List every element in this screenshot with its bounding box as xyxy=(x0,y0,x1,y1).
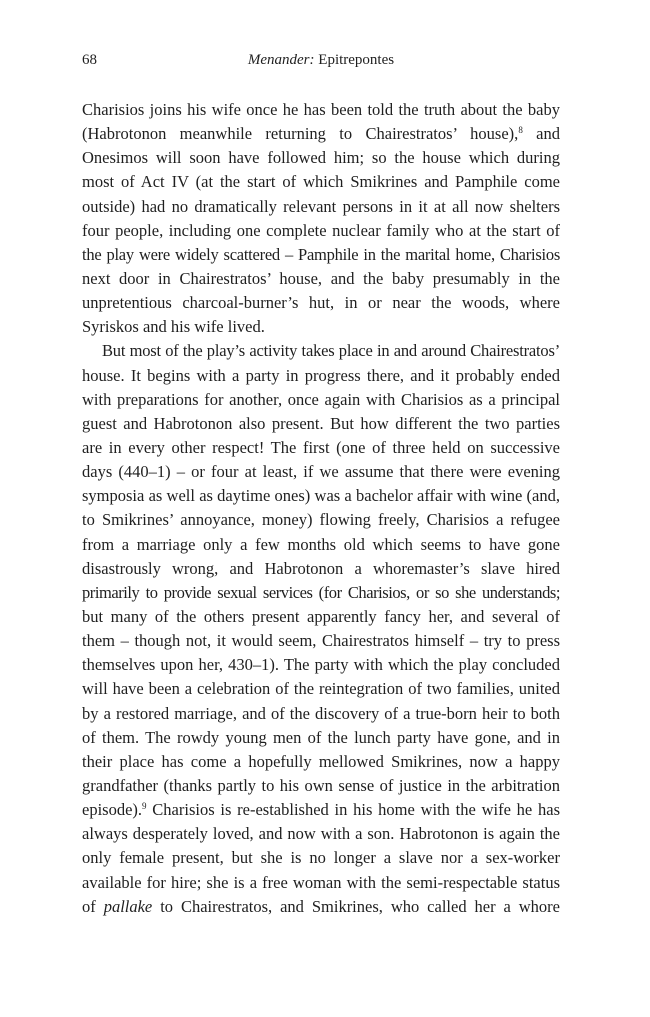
page-number: 68 xyxy=(82,52,97,68)
text-span: episode). xyxy=(82,800,143,820)
text-line: from a marriage only a few months old which seems to have gone xyxy=(82,534,560,554)
text-line xyxy=(82,895,560,919)
text-span: Charisios is re-established in his home with the wife he has xyxy=(146,800,560,820)
text-line: outside) had no dramatically relevant persons in it at all now shelters xyxy=(82,196,560,216)
text-line: house. It begins with a party in progress there, and it probably ended xyxy=(82,365,560,385)
text-span: and xyxy=(522,124,561,144)
running-title-work: Epitrepontes xyxy=(314,52,395,68)
text-line: disastrously wrong, and Habrotonon a whoremaster’s slave hired xyxy=(82,558,560,578)
text-span: of xyxy=(82,896,104,916)
text-line: Syriskos and his wife lived. xyxy=(82,317,265,337)
text-span: (Habrotonon meanwhile returning to Chairestratos’ house), xyxy=(82,124,519,144)
text-line: are in every other respect! The first (one of three held on successive xyxy=(82,437,560,457)
text-line: symposia as well as daytime ones) was a bachelor affair with wine (and, xyxy=(82,486,560,506)
text-line: always desperately loved, and now with a son. Habrotonon is again the xyxy=(82,824,560,844)
running-title-author: Menander: xyxy=(247,52,315,68)
text-line: will have been a celebration of the reintegration of two families, united xyxy=(82,679,560,699)
text-line xyxy=(82,122,560,146)
paragraph-2 xyxy=(82,339,560,918)
text-line: next door in Chairestratos’ house, and the baby presumably in the xyxy=(82,268,560,288)
text-line: the play were widely scattered – Pamphile in the marital home, Charisios xyxy=(82,244,560,264)
text-line: of them. The rowdy young men of the lunch party have gone, and in xyxy=(82,727,560,747)
text-span: to Chairestratos, and Smikrines, who called her a whore xyxy=(152,896,560,916)
text-line: by a restored marriage, and of the discovery of a true-born heir to both xyxy=(82,703,560,723)
text-line: primarily to provide sexual services (for Charisios, or so she understands; xyxy=(82,582,560,602)
text-line: four people, including one complete nuclear family who at the start of xyxy=(82,220,560,240)
footnote-marker-8[interactable]: 8 xyxy=(518,125,523,136)
text-line: available for hire; she is a free woman with the semi-respectable status xyxy=(82,872,560,892)
text-line: Onesimos will soon have followed him; so the house which during xyxy=(82,148,560,168)
text-line: most of Act IV (at the start of which Smikrines and Pamphile come xyxy=(82,172,560,192)
text-line: but many of the others present apparently fancy her, and several of xyxy=(82,606,560,626)
running-header xyxy=(82,52,560,72)
italic-term: pallake xyxy=(103,896,153,916)
text-line: themselves upon her, 430–1). The party with which the play concluded xyxy=(82,655,560,675)
body-text xyxy=(82,98,560,919)
text-line: with preparations for another, once again with Charisios as a principal xyxy=(82,389,560,409)
paragraph-1 xyxy=(82,98,560,339)
text-line: only female present, but she is no longer a slave nor a sex-worker xyxy=(82,848,560,868)
text-line: to Smikrines’ annoyance, money) flowing freely, Charisios a refugee xyxy=(82,510,560,530)
text-line: guest and Habrotonon also present. But how different the two parties xyxy=(82,413,560,433)
footnote-marker-9[interactable]: 9 xyxy=(142,801,147,812)
text-line: them – though not, it would seem, Chairestratos himself – try to press xyxy=(82,631,560,651)
text-line: But most of the play’s activity takes place in and around Chairestratos’ xyxy=(102,341,560,361)
text-line: unpretentious charcoal-burner’s hut, in or near the woods, where xyxy=(82,293,560,313)
text-line xyxy=(82,798,560,822)
text-line: days (440–1) – or four at least, if we assume that there were evening xyxy=(82,462,560,482)
running-title xyxy=(82,52,560,69)
text-line: grandfather (thanks partly to his own sense of justice in the arbitration xyxy=(82,775,560,795)
text-line: Charisios joins his wife once he has been told the truth about the baby xyxy=(82,100,560,119)
text-line: their place has come a hopefully mellowed Smikrines, now a happy xyxy=(82,751,560,771)
